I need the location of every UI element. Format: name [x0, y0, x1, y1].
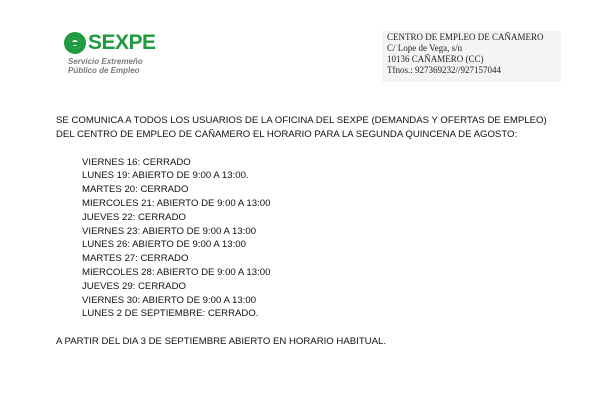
notice-intro: [56, 114, 576, 142]
intro-line-1: SE COMUNICA A TODOS LOS USUARIOS DE LA OFICINA DEL SEXPE (DEMANDAS Y OFERTAS DE EMPLEO): [56, 115, 547, 126]
schedule-item: VIERNES 30: ABIERTO DE 9:00 A 13:00: [82, 294, 257, 306]
schedule-item: MIERCOLES 28: ABIERTO DE 9:00 A 13:00: [82, 266, 271, 278]
office-address: C/ Lope de Vega, s/n: [387, 43, 463, 53]
logo-tagline-line-1: Servicio Extremeño: [68, 57, 143, 66]
logo-brand: SEXPE: [88, 31, 156, 54]
schedule-item: MIERCOLES 21: ABIERTO DE 9:00 A 13:00: [82, 197, 271, 209]
sexpe-e-icon: [64, 32, 86, 54]
schedule-item: LUNES 26: ABIERTO DE 9:00 A 13:00: [82, 239, 246, 251]
schedule-item: LUNES 2 DE SEPTIEMBRE: CERRADO.: [82, 308, 259, 320]
office-name: CENTRO DE EMPLEO DE CAÑAMERO: [387, 32, 544, 42]
sexpe-logo: [58, 24, 158, 80]
schedule-item: MARTES 20: CERRADO: [82, 184, 189, 196]
schedule-item: MARTES 27: CERRADO: [82, 253, 189, 265]
intro-line-2: DEL CENTRO DE EMPLEO DE CAÑAMERO EL HORARIO PARA LA SEGUNDA QUINCENA DE AGOSTO:: [56, 128, 518, 140]
office-header: [382, 31, 561, 82]
logo-mark: [64, 31, 156, 55]
closing-note: A PARTIR DEL DIA 3 DE SEPTIEMBRE ABIERTO EN HORARIO HABITUAL.: [56, 336, 387, 348]
office-city: 10136 CAÑAMERO (CC): [387, 54, 484, 64]
office-phones: Tfnos.: 927369232//927157044: [387, 65, 501, 75]
schedule-item: VIERNES 23: ABIERTO DE 9:00 A 13:00: [82, 225, 257, 237]
logo-tagline-line-2: Público de Empleo: [68, 66, 140, 75]
schedule-item: LUNES 19: ABIERTO DE 9:00 A 13:00.: [82, 170, 249, 182]
schedule-item: JUEVES 29: CERRADO: [82, 280, 186, 292]
logo-tagline: [68, 57, 143, 75]
schedule-item: JUEVES 22: CERRADO: [82, 211, 186, 223]
notice-body: [56, 114, 576, 349]
schedule-list: [56, 156, 576, 322]
schedule-item: VIERNES 16: CERRADO: [82, 156, 191, 168]
